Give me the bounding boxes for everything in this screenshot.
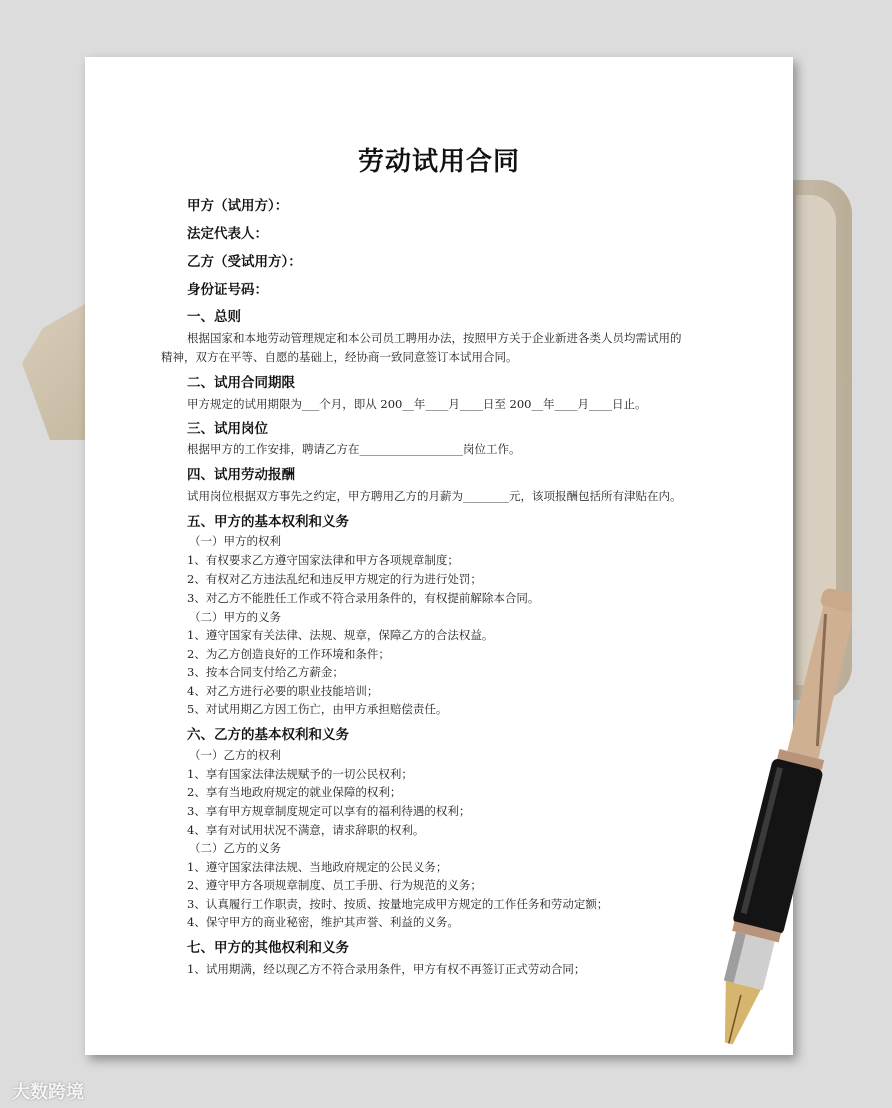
party-a-label: 甲方（试用方）：: [187, 198, 289, 214]
id-number-label: 身份证号码：: [187, 282, 268, 298]
list-line: （一）乙方的权利: [189, 748, 281, 762]
paragraph-line: 根据国家和本地劳动管理规定和本公司员工聘用办法，按照甲方关于企业新进各类人员均需试用的: [187, 331, 682, 345]
list-line: （二）甲方的义务: [189, 610, 281, 624]
section-heading: 三、试用岗位: [187, 421, 268, 437]
list-line: 3、按本合同支付给乙方薪金；: [187, 665, 344, 679]
paragraph-line: 甲方规定的试用期限为___个月，即从 200__年____月____日至 200__年____月____日止。: [187, 397, 647, 411]
watermark-logo: 大数跨境: [12, 1082, 84, 1103]
list-line: （一）甲方的权利: [189, 534, 281, 548]
paragraph-line: 根据甲方的工作安排，聘请乙方在__________________岗位工作。: [187, 442, 521, 456]
list-line: 4、享有对试用状况不满意，请求辞职的权利。: [187, 823, 425, 837]
legal-representative-label: 法定代表人：: [187, 226, 268, 242]
list-line: 2、有权对乙方违法乱纪和违反甲方规定的行为进行处罚；: [187, 572, 482, 586]
list-line: 3、对乙方不能胜任工作或不符合录用条件的，有权提前解除本合同。: [187, 591, 540, 605]
list-line: 3、享有甲方规章制度规定可以享有的福利待遇的权利；: [187, 804, 471, 818]
section-heading: 五、甲方的基本权利和义务: [187, 514, 349, 530]
party-b-label: 乙方（受试用方）：: [187, 254, 302, 270]
list-line: 1、享有国家法律法规赋予的一切公民权利；: [187, 767, 413, 781]
list-line: 2、为乙方创造良好的工作环境和条件；: [187, 647, 390, 661]
paragraph-line: 精神，双方在平等、自愿的基础上，经协商一致同意签订本试用合同。: [161, 350, 518, 364]
section-heading: 一、总则: [187, 309, 241, 325]
list-line: 2、享有当地政府规定的就业保障的权利；: [187, 785, 402, 799]
list-line: （二）乙方的义务: [189, 841, 281, 855]
section-heading: 六、乙方的基本权利和义务: [187, 727, 349, 743]
section-heading: 四、试用劳动报酬: [187, 467, 295, 483]
list-line: 5、对试用期乙方因工伤亡，由甲方承担赔偿责任。: [187, 702, 448, 716]
contract-page: [85, 57, 793, 1055]
list-line: 2、遵守甲方各项规章制度、员工手册、行为规范的义务；: [187, 878, 482, 892]
paragraph-line: 试用岗位根据双方事先之约定，甲方聘用乙方的月薪为________元，该项报酬包括所有津贴在内。: [187, 489, 682, 503]
list-line: 4、对乙方进行必要的职业技能培训；: [187, 684, 379, 698]
section-heading: 二、试用合同期限: [187, 375, 295, 391]
document-title: 劳动试用合同: [357, 147, 520, 177]
envelope-flap: [22, 300, 92, 440]
list-line: 1、试用期满，经以现乙方不符合录用条件，甲方有权不再签订正式劳动合同；: [187, 962, 586, 976]
section-heading: 七、甲方的其他权利和义务: [187, 940, 349, 956]
fountain-pen-icon: [712, 580, 852, 1080]
list-line: 3、认真履行工作职责，按时、按质、按量地完成甲方规定的工作任务和劳动定额；: [187, 897, 609, 911]
list-line: 1、有权要求乙方遵守国家法律和甲方各项规章制度；: [187, 553, 459, 567]
list-line: 1、遵守国家有关法律、法规、规章，保障乙方的合法权益。: [187, 628, 494, 642]
list-line: 4、保守甲方的商业秘密，维护其声誉、利益的义务。: [187, 915, 459, 929]
list-line: 1、遵守国家法律法规、当地政府规定的公民义务；: [187, 860, 448, 874]
